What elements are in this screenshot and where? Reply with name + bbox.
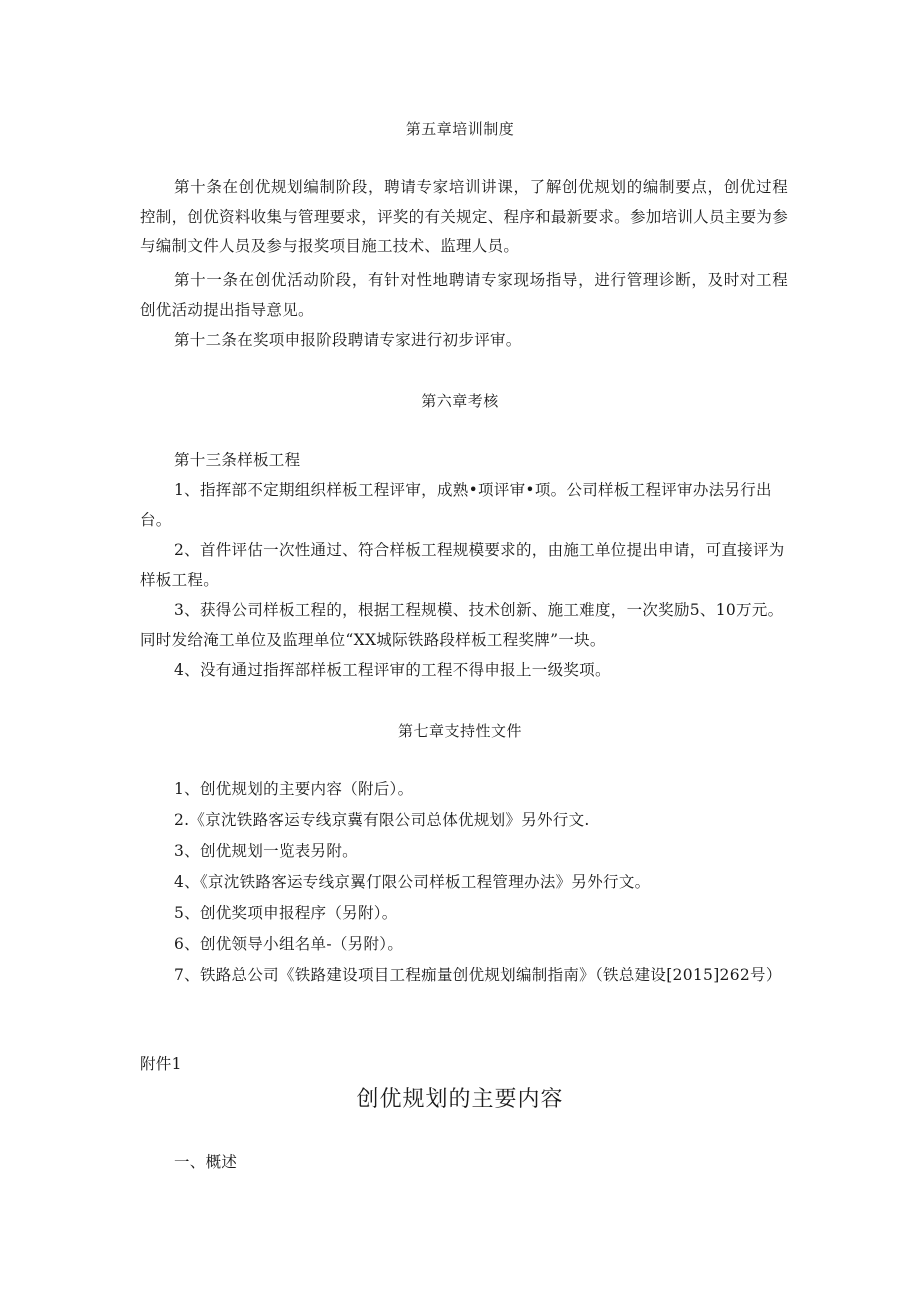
chapter-7-item-3: 3、创优规划一览表另附。	[174, 842, 358, 860]
appendix-label: 附件1	[140, 1055, 182, 1073]
chapter-5-title: 第五章培训制度	[405, 120, 515, 138]
chapter-5-paragraph-3: 第十二条在奖项申报阶段聘请专家进行初步评审。	[174, 331, 522, 349]
chapter-7-item-1: 1、创优规划的主要内容（附后）。	[174, 780, 414, 798]
article-13-title: 第十三条样板工程	[174, 451, 301, 469]
chapter-7-title: 第七章支持性文件	[397, 722, 522, 740]
chapter-6-item-3: 3、获得公司样板工程的，根据工程规模、技术创新、施工难度，一次奖励5、10万元。同时发给淹工单位及监理单位“XX城际铁路段样板工程奖牌”一块。	[140, 601, 784, 649]
chapter-7-item-7: 7、铁路总公司《铁路建设项目工程痂量创优规划编制指南》（铁总建设[2015]262号）	[174, 966, 782, 984]
appendix-section-overview: 一、概述	[174, 1153, 238, 1171]
chapter-7-item-6: 6、创优领导小组名单-（另附）。	[174, 935, 404, 953]
chapter-7-item-4: 4、《京沈铁路客运专线京翼仃限公司样板工程管理办法》另外行文。	[174, 873, 651, 891]
chapter-6-title: 第六章考核	[421, 392, 499, 410]
chapter-6-item-2: 2、首件评估一次性通过、符合样板工程规模要求的，由施工单位提出申请，可直接评为样板工程。	[140, 541, 785, 589]
chapter-7-item-2: 2.《京沈铁路客运专线京冀有限公司总体优规划》另外行文.	[174, 811, 590, 829]
appendix-title: 创优规划的主要内容	[356, 1087, 564, 1112]
chapter-6-item-4: 4、没有通过指挥部样板工程评审的工程不得申报上一级奖项。	[174, 661, 611, 679]
chapter-5-paragraph-2: 第十一条在创优活动阶段，有针对性地聘请专家现场指导，进行管理诊断，及时对工程创优活动提出指导意见。	[140, 271, 788, 319]
chapter-6-item-1: 1、指挥部不定期组织样板工程评审，成熟•项评审•项。公司样板工程评审办法另行出台。	[140, 481, 772, 529]
chapter-7-item-5: 5、创优奖项申报程序（另附）。	[174, 904, 398, 922]
chapter-5-paragraph-1: 第十条在创优规划编制阶段，聘请专家培训讲课，了解创优规划的编制要点，创优过程控制，创优资料收集与管理要求，评奖的有关规定、程序和最新要求。参加培训人员主要为参与编制文件人员及参与报奖项目施工技术、监理人员。	[140, 178, 788, 255]
